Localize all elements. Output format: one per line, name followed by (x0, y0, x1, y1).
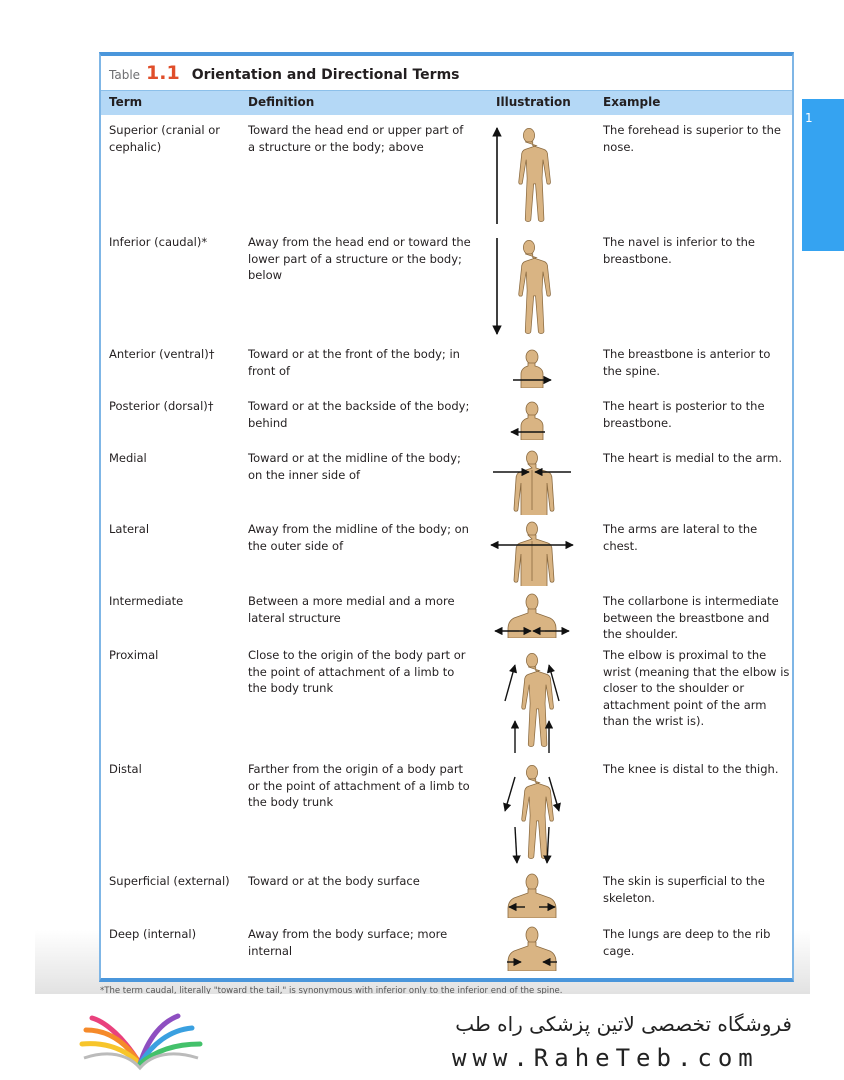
definition-cell: Close to the origin of the body part or the point of attachment of a limb to the body trunk (248, 648, 466, 695)
example-cell: The heart is medial to the arm. (603, 451, 783, 465)
full-body-down-arrow-icon (489, 236, 559, 342)
book-logo-icon (78, 1008, 204, 1074)
definition-cell: Away from the midline of the body; on the outer side of (248, 522, 469, 553)
example-cell: The breastbone is anterior to the spine. (603, 347, 771, 378)
table-row (101, 647, 792, 759)
full-body-distal-arrows-icon (489, 761, 575, 867)
example-cell: The elbow is proximal to the wrist (meaning that the elbow is closer to the shoulder or attachment point of the arm than the wrist is). (603, 648, 790, 728)
shop-url-watermark: www.RaheTeb.com (452, 1044, 759, 1072)
example-cell: The lungs are deep to the rib cage. (603, 927, 771, 958)
definition-cell: Away from the body surface; more internal (248, 927, 448, 958)
table-row (101, 873, 792, 925)
example-cell: The heart is posterior to the breastbone. (603, 399, 765, 430)
definition-cell: Toward or at the body surface (248, 874, 420, 888)
term-cell: Medial (109, 451, 147, 465)
term-cell: Superficial (external) (109, 874, 230, 888)
header-example: Example (603, 95, 661, 109)
full-body-proximal-arrows-icon (489, 649, 575, 755)
term-cell: Superior (cranial or cephalic) (109, 123, 221, 154)
definition-cell: Farther from the origin of a body part or the point of attachment of a limb to the body trunk (248, 762, 470, 809)
table-row (101, 122, 792, 232)
shop-name-watermark: فروشگاه تخصصی لاتین پزشکی راه طب (455, 1012, 792, 1036)
term-cell: Deep (internal) (109, 927, 197, 941)
table-row (101, 346, 792, 396)
header-term: Term (109, 95, 143, 109)
table-row (101, 521, 792, 591)
table-caption (109, 62, 460, 90)
example-cell: The skin is superficial to the skeleton. (603, 874, 765, 905)
full-body-up-arrow-icon (489, 124, 559, 230)
side-torso-front-arrow-icon (509, 348, 553, 392)
header-definition: Definition (248, 95, 315, 109)
definition-cell: Toward or at the midline of the body; on the inner side of (248, 451, 461, 482)
side-torso-back-arrow-icon (509, 400, 553, 444)
term-cell: Inferior (caudal)* (109, 235, 208, 249)
bust-outward-arrows-icon (499, 873, 565, 919)
example-cell: The collarbone is intermediate between the breastbone and the shoulder. (603, 594, 779, 641)
torso-inward-arrows-icon (489, 450, 575, 516)
chapter-number: 1 (805, 111, 813, 125)
bust-inward-arrows-icon (499, 926, 565, 972)
definition-cell: Between a more medial and a more lateral structure (248, 594, 455, 625)
table-row (101, 761, 792, 871)
table-title: Orientation and Directional Terms (191, 67, 460, 83)
chapter-side-tab (802, 99, 844, 251)
term-cell: Proximal (109, 648, 159, 662)
table-row (101, 926, 792, 978)
definition-cell: Away from the head end or toward the lower part of a structure or the body; below (248, 235, 471, 282)
table-row (101, 450, 792, 518)
example-cell: The knee is distal to the thigh. (603, 762, 779, 776)
term-cell: Anterior (ventral)† (109, 347, 215, 361)
torso-outward-arrows-icon (489, 521, 575, 587)
term-cell: Intermediate (109, 594, 184, 608)
table-row (101, 593, 792, 645)
table-prefix: Table (109, 68, 141, 82)
table-row (101, 398, 792, 448)
table-number: 1.1 (146, 62, 180, 84)
header-illustration: Illustration (496, 95, 571, 109)
shoulders-arrows-icon (489, 593, 575, 639)
definition-cell: Toward the head end or upper part of a structure or the body; above (248, 123, 464, 154)
example-cell: The arms are lateral to the chest. (603, 522, 758, 553)
table-row (101, 234, 792, 344)
table-header-row (101, 90, 792, 115)
table-footnote: *The term caudal, literally "toward the tail," is synonymous with inferior only to the inferior end of the spine. (100, 986, 563, 994)
example-cell: The navel is inferior to the breastbone. (603, 235, 755, 266)
definition-cell: Toward or at the backside of the body; behind (248, 399, 470, 430)
term-cell: Posterior (dorsal)† (109, 399, 214, 413)
example-cell: The forehead is superior to the nose. (603, 123, 781, 154)
term-cell: Distal (109, 762, 142, 776)
definition-cell: Toward or at the front of the body; in front of (248, 347, 460, 378)
term-cell: Lateral (109, 522, 150, 536)
directional-terms-table (99, 52, 794, 982)
